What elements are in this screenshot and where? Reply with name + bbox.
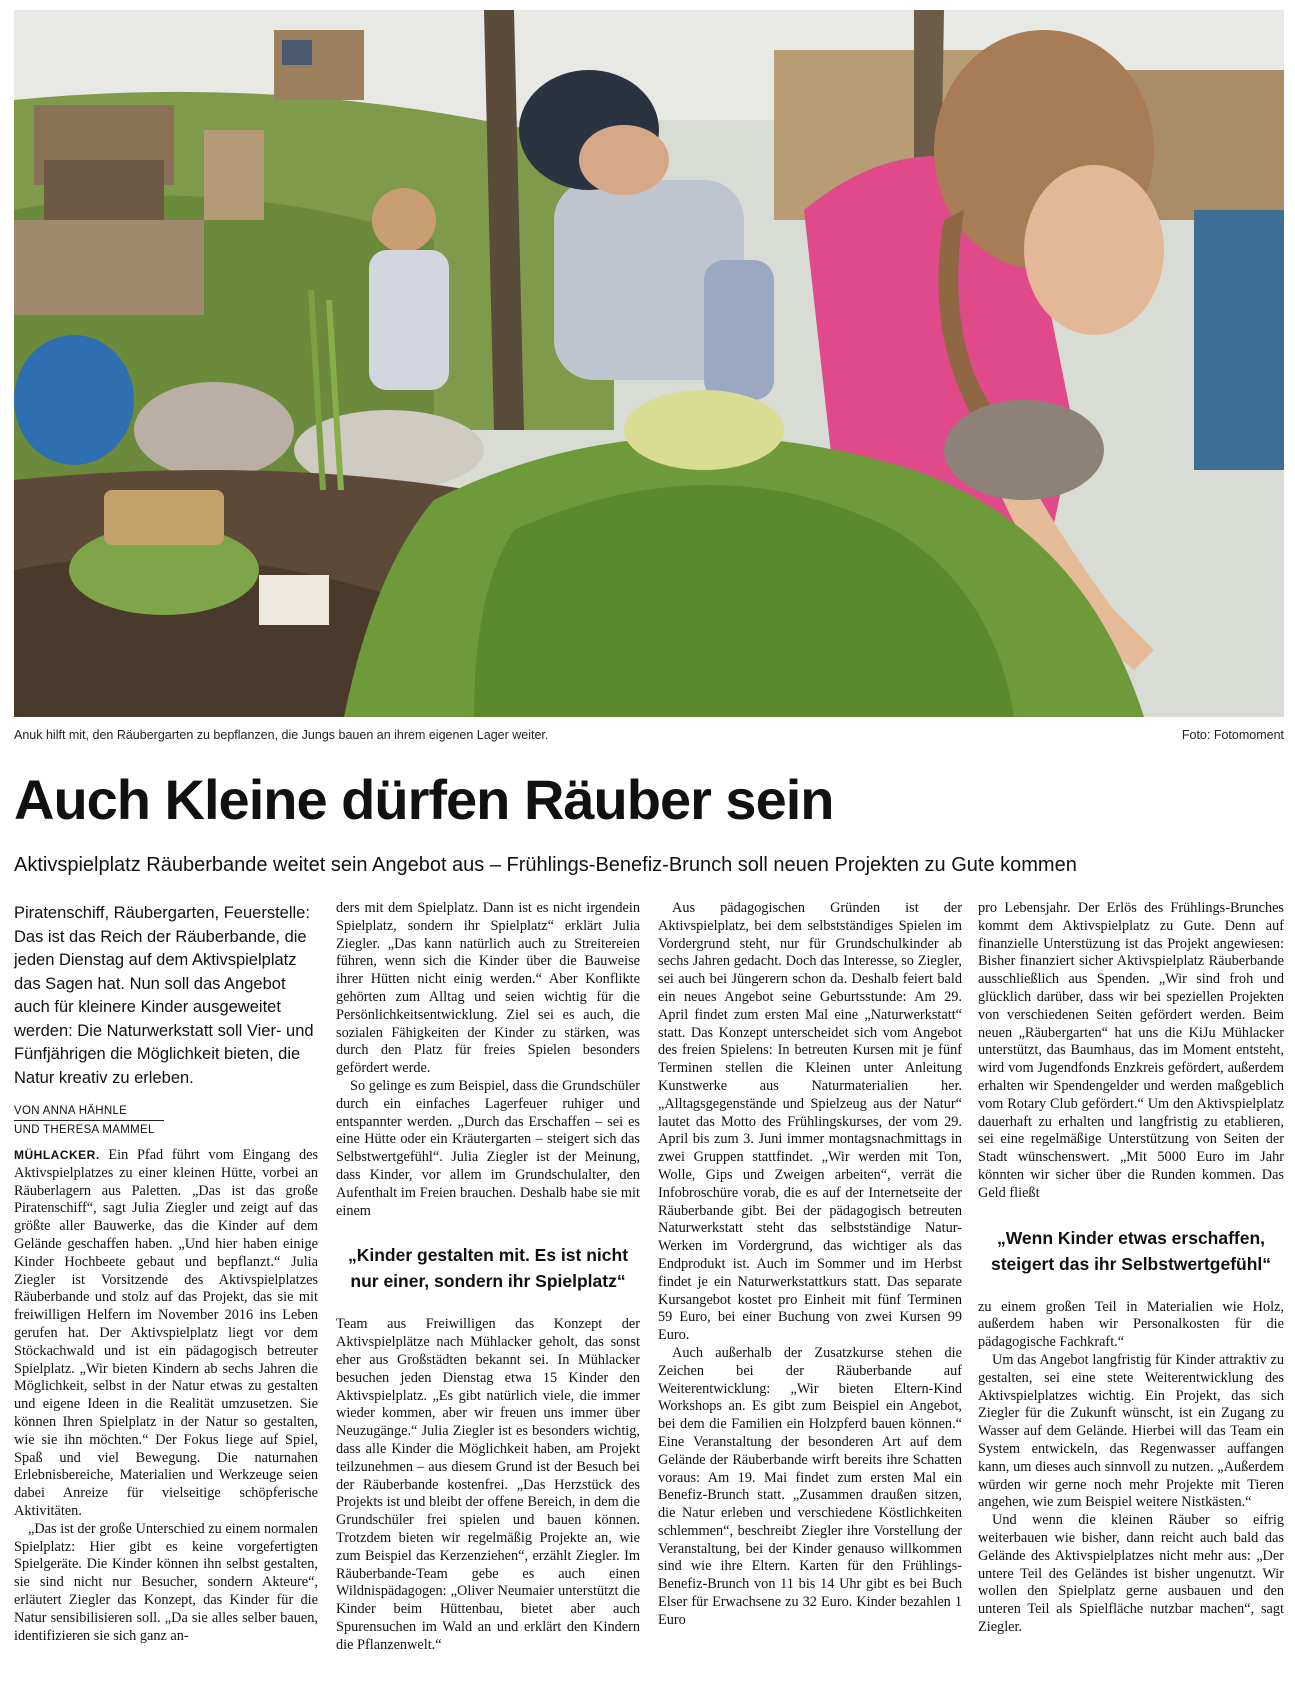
body-paragraph: Auch außerhalb der Zusatzkurse stehen die Zeichen bei der Räuberbande auf Weiterentwicklung: „Wir bieten Eltern-Kind Workshops an. Es gibt zum Beispiel ein Angebot, bei dem die Familien ein Holzpferd bauen können.“ Eine Veranstaltung der besonderen Art auf dem Gelände der Räuberbande wirft bereits ihre Schatten voraus: Am 19. Mai findet zum ersten Mal ein Benefiz-Brunch statt. „Zusammen draußen sitzen, die Natur erleben und verschiedene Köstlichkeiten schlemmen“, beschreibt Ziegler ihre Vorstellung der Veranstaltung, bei der Kinder genauso willkommen sind wie ihre Eltern. Karten für den Frühlings-Benefiz-Brunch von 11 bis 14 Uhr gibt es bei Buch Elser für Erwachsene zu 32 Euro. Kinder bezahlen 1 Euro <box>658 1344 962 1628</box>
photo-caption-row <box>14 728 1284 746</box>
article-headline: Auch Kleine dürfen Räuber sein <box>14 768 834 831</box>
byline <box>14 1102 318 1139</box>
column-4 <box>978 900 1284 1678</box>
photo-garden-children-icon <box>14 10 1284 717</box>
body-text: Ein Pfad führt vom Eingang des Aktivspielplatzes zu einer kleinen Hütte, vorbei an Räuberlagern aus Paletten. „Das ist das große Piratenschiff“, sagt Julia Ziegler und zeigt auf das größte aller Bauwerke, das die Kinder auf dem Gelände geschaffen haben. „Und hier haben einige Kinder Hochbeete gebaut und bepflanzt.“ Julia Ziegler ist Vorsitzende des Aktivspielplatzes Räuberbande und stolz auf das Projekt, das sie mit freiwilligen Helfern im November 2016 ins Leben gerufen hat. Der Aktivspielplatz liegt vor dem Stöckachwald und ist ein pädagogisch betreuter Spielplatz. „Wir bieten Kindern ab sechs Jahren die Möglichkeit, selbst in der Natur etwas zu gestalten und eigene Ideen in die Realität umzusetzen. Sie können Ihren Spielplatz in der Natur so gestalten, wie sie ihn möchten.“ Der Fokus liege auf Spiel, Spaß und viel Bewegung. Die naturnahen Erlebnisbereiche, Materialien und Werkzeuge seien dabei Anreize für vielseitige schöpferische Aktivitäten. <box>14 1147 318 1519</box>
body-paragraph: So gelinge es zum Beispiel, dass die Grundschüler durch ein einfaches Lagerfeuer ruhiger und entspannter werden. „Durch das Erschaffen – sei es eine Hütte oder ein Kräutergarten – steigert sich das Selbstwertgefühl“. Julia Ziegler ist der Meinung, dass Kinder, vor allem im Grundschulalter, den Aufenthalt im Freien brauchen. Deshalb habe sie mit einem <box>336 1077 640 1219</box>
body-paragraph: pro Lebensjahr. Der Erlös des Frühlings-Brunches kommt dem Aktivspielplatz zu Gute. Denn auf finanzielle Unterstüzung ist das Projekt angewiesen: Bisher finanziert sicher Aktivspielplatz Räuberbande ausschließlich aus Spenden. „Wir sind froh und glücklich darüber, dass wir bei speziellen Projekten von verschiedenen Seiten gefördert werden. Beim neuen „Räubergarten“ hat uns die KiJu Mühlacker unterstützt, das Baumhaus, das im Moment entsteht, wird vom Jugendfonds Enzkreis gefördert, außerdem erhalten wir Spendengelder und werden maßgeblich vom Rotary Club gefördert.“ Um den Aktivspielplatz dauerhaft zu erhalten und langfristig zu etablieren, sei eine regelmäßige Unterstützung von Seiten der Stadt wünschenswert. „Mit 5000 Euro im Jahr könnten wir sicher über die Runden kommen. Das Geld fließt <box>978 900 1284 1201</box>
body-paragraph: „Das ist der große Unterschied zu einem normalen Spielplatz: Hier gibt es keine vorgefertigten Spielgeräte. Die Kinder können ihn selbst gestalten, sie sind nicht nur Besucher, sondern Akteure“, erläutert Ziegler das Konzept, das Kinder für die Natur sensibilisieren soll. „Da sie alles selber bauen, identifizieren sie sich ganz an- <box>14 1520 318 1644</box>
column-1 <box>14 900 318 1678</box>
article-subheadline: Aktivspielplatz Räuberbande weitet sein Angebot aus – Frühlings-Benefiz-Brunch soll neuen Projekten zu Gute kommen <box>14 854 1077 876</box>
body-paragraph: Um das Angebot langfristig für Kinder attraktiv zu gestalten, sei eine stete Weiterentwicklung des Aktivspielplatzes wichtig. Ein Projekt, das sich Ziegler für die Zukunft wünscht, ist ein Zugang zu Wasser auf dem Gelände. Hierbei will das Team ein System entwickeln, das Regenwasser auffangen kann, um dieses auch sinnvoll zu nutzen. „Außerdem würden wir gerne noch mehr Projekte mit Tieren angehen, wie zum Beispiel weitere Nistkästen.“ <box>978 1351 1284 1511</box>
article-photo <box>14 10 1284 717</box>
body-paragraph: ders mit dem Spielplatz. Dann ist es nicht irgendein Spielplatz, sondern ihr Spielplatz“ erklärt Julia Ziegler. „Das kann natürlich auch zu Streitereien führen, wenn sich die Kinder über die Bauweise ihrer Hütten nicht einig werden.“ Aber Konflikte gehörten zum Alltag und seien wichtig für die Persönlichkeitsentwicklung. Ziel sei es auch, die sozialen Fähigkeiten der Kinder zu stärken, was durch den Platz für freies Spielen besonders gefördert werde. <box>336 900 640 1077</box>
body-paragraph <box>14 1147 318 1521</box>
body-paragraph: Aus pädagogischen Gründen ist der Aktivspielplatz, bei dem selbstständiges Spielen im Vordergrund steht, nur für Grundschulkinder ab sechs Jahren gedacht. Doch das Interesse, so Ziegler, sei auch bei Jüngerern schon da. Deshalb feiert bald ein neues Angebot seine Geburtsstunde: Am 29. April findet zum ersten Mal eine „Naturwerkstatt“ statt. Das Konzept unterscheidet sich vom Angebot des freien Spielens: In betreuten Kursen mit je fünf Terminen stellen die Kleinen unter Anleitung Kunstwerke aus Naturmaterialien her. „Alltagsgegenstände und Spielzeug aus der Natur“ lautet das Motto des Frühlingskurses, der vom 29. April bis zum 3. Juni immer montagsnachmittags in zwei Gruppen stattfindet. „Wir werden mit Ton, Wolle, Gips und Zweigen arbeiten“, verrät die Infobroschüre vorab, die es auf der Internetseite der Räuberbande gibt. Bei der pädagogisch betreuten Naturwerkstatt steht das selbstständige Natur-Werken im Vordergrund, das wichtiger als das Endprodukt ist. Auch im Sommer und im Herbst findet je ein Naturwerkstattkurs statt. Das separate Kursangebot kostet pro Einheit mit fünf Terminen 59 Euro, bei einer Buchung von zwei Kursen 99 Euro. <box>658 900 962 1344</box>
byline-author-1: VON ANNA HÄHNLE <box>14 1102 164 1121</box>
photo-caption: Anuk hilft mit, den Räubergarten zu bepflanzen, die Jungs bauen an ihrem eigenen Lager weiter. <box>14 728 549 742</box>
dateline: MÜHLACKER. <box>14 1148 100 1162</box>
column-2 <box>336 900 640 1678</box>
byline-author-2: UND THERESA MAMMEL <box>14 1124 155 1136</box>
article-intro: Piratenschiff, Räubergarten, Feuerstelle: Das ist das Reich der Räuberbande, die jeden Dienstag auf dem Aktivspielplatz das Sagen hat. Nun soll das Angebot auch für kleinere Kinder ausgeweitet werden: Die Naturwerkstatt soll Vier- und Fünfjährigen die Möglichkeit bieten, die Natur kreativ zu erleben. <box>14 904 314 1087</box>
pull-quote: „Kinder gestalten mit. Es ist nicht nur einer, sondern ihr Spielplatz“ <box>347 1245 629 1292</box>
pull-quote: „Wenn Kinder etwas erschaffen, steigert das ihr Selbstwertgefühl“ <box>990 1227 1272 1274</box>
column-3 <box>658 900 962 1678</box>
body-paragraph: Team aus Freiwilligen das Konzept der Aktivspielplätze nach Mühlacker geholt, das sonst eher aus Großstädten bekannt sei. In Mühlacker besuchen jeden Dienstag etwa 15 Kinder den Aktivspielplatz. „Es gibt natürlich viele, die immer wieder kommen, aber wir freuen uns immer über Neuzugänge.“ Julia Ziegler ist es besonders wichtig, dass alle Kinder die Möglichkeit haben, am Projekt teilzunehmen – aus diesem Grund ist der Besuch bei der Räuberbande kostenfrei. „Das Herzstück des Projekts ist und bleibt der offene Bereich, in dem die Grundschüler frei spielen und bauen können. Trotzdem bieten wir regelmäßig Projekte an, wie zum Beispiel das Kerzenziehen“, erzählt Ziegler. Im Räuberbande-Team gebe es auch einen Wildnispädagogen: „Oliver Neumaier unterstützt die Kinder beim Hüttenbau, bietet aber auch Spurensuchen im Wald an und erklärt den Kindern die Pflanzenwelt.“ <box>336 1316 640 1653</box>
body-paragraph: zu einem großen Teil in Materialien wie Holz, außerdem haben wir Personalkosten für die pädagogische Fachkraft.“ <box>978 1298 1284 1351</box>
body-paragraph: Und wenn die kleinen Räuber so eifrig weiterbauen wie bisher, dann reicht auch bald das Gelände des Aktivspielplatzes nicht mehr aus: „Der untere Teil des Geländes ist bisher ungenutzt. Wir wollen den Spielplatz gerne ausbauen und den unteren Teil als Spielfläche nutzbar machen“, sagt Ziegler. <box>978 1512 1284 1635</box>
photo-credit: Foto: Fotomoment <box>1181 728 1284 742</box>
